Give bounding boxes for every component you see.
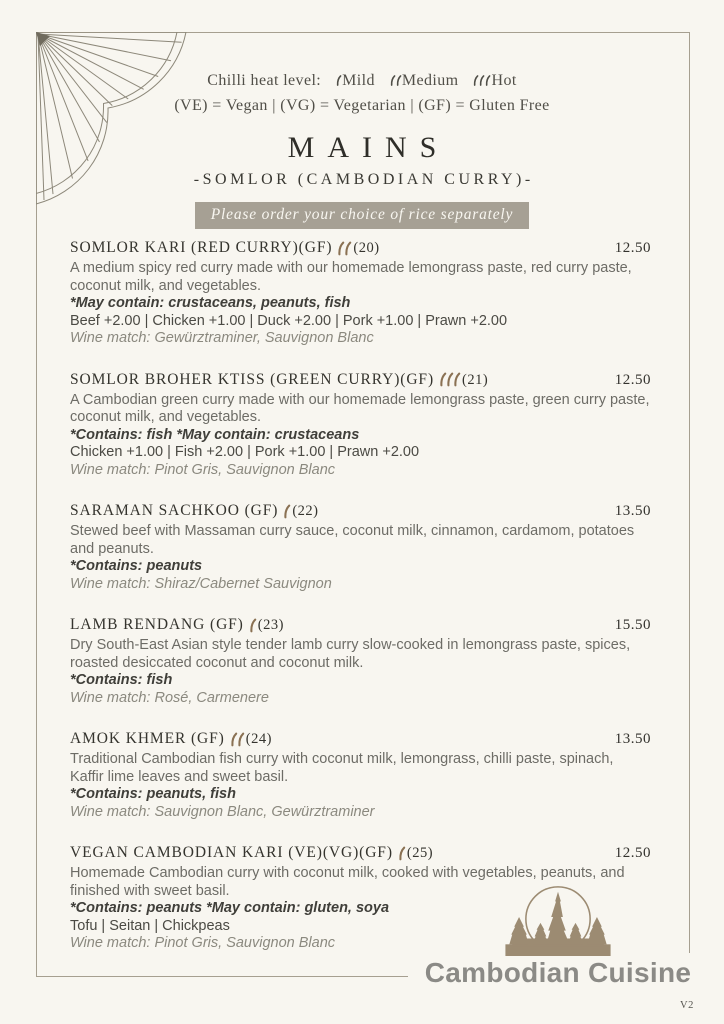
menu-item-list [70, 239, 651, 976]
dish-options: Chicken +1.00 | Fish +2.00 | Pork +1.00 | Prawn +2.00 [70, 444, 420, 460]
dish-wine-match: Wine match: Pinot Gris, Sauvignon Blanc [70, 935, 336, 951]
rice-notice-banner: Please order your choice of rice separately [195, 202, 529, 229]
brand-name: Cambodian Cuisine [408, 953, 708, 999]
dish-allergens: *May contain: crustaceans, peanuts, fish [70, 295, 351, 311]
menu-item [70, 502, 651, 593]
dish-allergens: *Contains: peanuts, fish [70, 786, 236, 802]
dish-options: Beef +2.00 | Chicken +1.00 | Duck +2.00 | Pork +1.00 | Prawn +2.00 [70, 312, 508, 329]
dish-price: 13.50 [614, 731, 651, 747]
chilli-icon [389, 74, 401, 87]
dish-name: AMOK KHMER (GF) [70, 730, 225, 747]
menu-item [70, 616, 651, 707]
dish-name: LAMB RENDANG (GF) [70, 616, 244, 633]
chilli-heat-icons [397, 846, 404, 861]
dish-description: Traditional Cambodian fish curry with coconut milk, lemongrass, chilli paste, spinach, Kaffir lime leaves and sweet basil. [70, 751, 614, 785]
dish-number: (21) [462, 371, 489, 388]
dish-description: Stewed beef with Massaman curry sauce, coconut milk, cinnamon, cardamom, potatoes and peanuts. [70, 523, 635, 557]
dish-wine-match: Wine match: Rosé, Carmenere [70, 689, 269, 706]
chilli-icon [335, 74, 341, 87]
chilli-heat-icons [336, 241, 350, 256]
chilli-heat-icons [438, 372, 459, 387]
menu-header [0, 0, 724, 229]
dish-allergens: *Contains: peanuts [70, 558, 203, 574]
dish-name: SOMLOR BROHER KTISS (GREEN CURRY)(GF) [70, 370, 434, 388]
dish-description: A medium spicy red curry made with our homemade lemongrass paste, red curry paste, coconut milk, and vegetables. [70, 260, 632, 294]
dish-wine-match: Wine match: Sauvignon Blanc, Gewürztraminer [70, 803, 375, 820]
heat-level-mild [335, 72, 375, 89]
menu-item [70, 239, 651, 348]
dish-price: 12.50 [614, 845, 651, 861]
angkor-wat-temple-icon [498, 882, 618, 956]
dish-name: VEGAN CAMBODIAN KARI (VE)(VG)(GF) [70, 844, 393, 861]
dish-number: (25) [406, 845, 434, 861]
chilli-heat-icons [248, 618, 255, 633]
dish-allergens: *Contains: fish [70, 672, 173, 688]
dish-price: 12.50 [614, 240, 651, 256]
heat-level-medium [389, 72, 459, 89]
heat-level-label: Medium [401, 72, 459, 89]
page-subtitle: -SOMLOR (CAMBODIAN CURRY)- [193, 171, 534, 188]
dish-description: Homemade Cambodian curry with coconut milk, cooked with vegetables, peanuts, and finished with sweet basil. [70, 865, 625, 899]
version-label: V2 [680, 1000, 694, 1011]
heat-legend [0, 72, 724, 90]
dish-number: (20) [353, 240, 380, 256]
heat-legend-label: Chilli heat level: [207, 72, 322, 89]
dish-options: Tofu | Seitan | Chickpeas [70, 917, 230, 934]
heat-level-hot [472, 72, 516, 89]
heat-level-label: Hot [491, 72, 517, 89]
dish-name: SARAMAN SACHKOO (GF) [70, 502, 279, 519]
dish-allergens: *Contains: peanuts *May contain: gluten, soya [70, 900, 390, 916]
brand-logo [408, 882, 708, 999]
dish-number: (23) [257, 617, 284, 633]
chilli-heat-icons [282, 504, 289, 519]
dish-number: (22) [292, 503, 319, 519]
dish-description: A Cambodian green curry made with our homemade lemongrass paste, green curry paste, coconut milk, and vegetables. [70, 391, 650, 425]
dish-price: 13.50 [614, 503, 651, 519]
dish-wine-match: Wine match: Pinot Gris, Sauvignon Blanc [70, 461, 336, 478]
chilli-icon [472, 74, 490, 87]
page-title: MAINS [287, 131, 450, 164]
dish-allergens: *Contains: fish *May contain: crustaceans [70, 426, 360, 443]
dish-name: SOMLOR KARI (RED CURRY)(GF) [70, 239, 333, 256]
menu-item [70, 730, 651, 821]
heat-level-label: Mild [342, 72, 375, 89]
dish-number: (24) [245, 731, 272, 747]
dish-wine-match: Wine match: Gewürztraminer, Sauvignon Blanc [70, 330, 374, 346]
dish-price: 15.50 [614, 617, 651, 633]
dish-price: 12.50 [614, 371, 651, 388]
menu-item [70, 371, 651, 480]
dish-description: Dry South-East Asian style tender lamb curry slow-cooked in lemongrass paste, spices, roasted desiccated coconut and coconut milk. [70, 637, 631, 671]
chilli-heat-icons [229, 732, 243, 747]
dietary-legend: (VE) = Vegan | (VG) = Vegetarian | (GF) = Gluten Free [174, 97, 550, 114]
dish-wine-match: Wine match: Shiraz/Cabernet Sauvignon [70, 575, 332, 592]
